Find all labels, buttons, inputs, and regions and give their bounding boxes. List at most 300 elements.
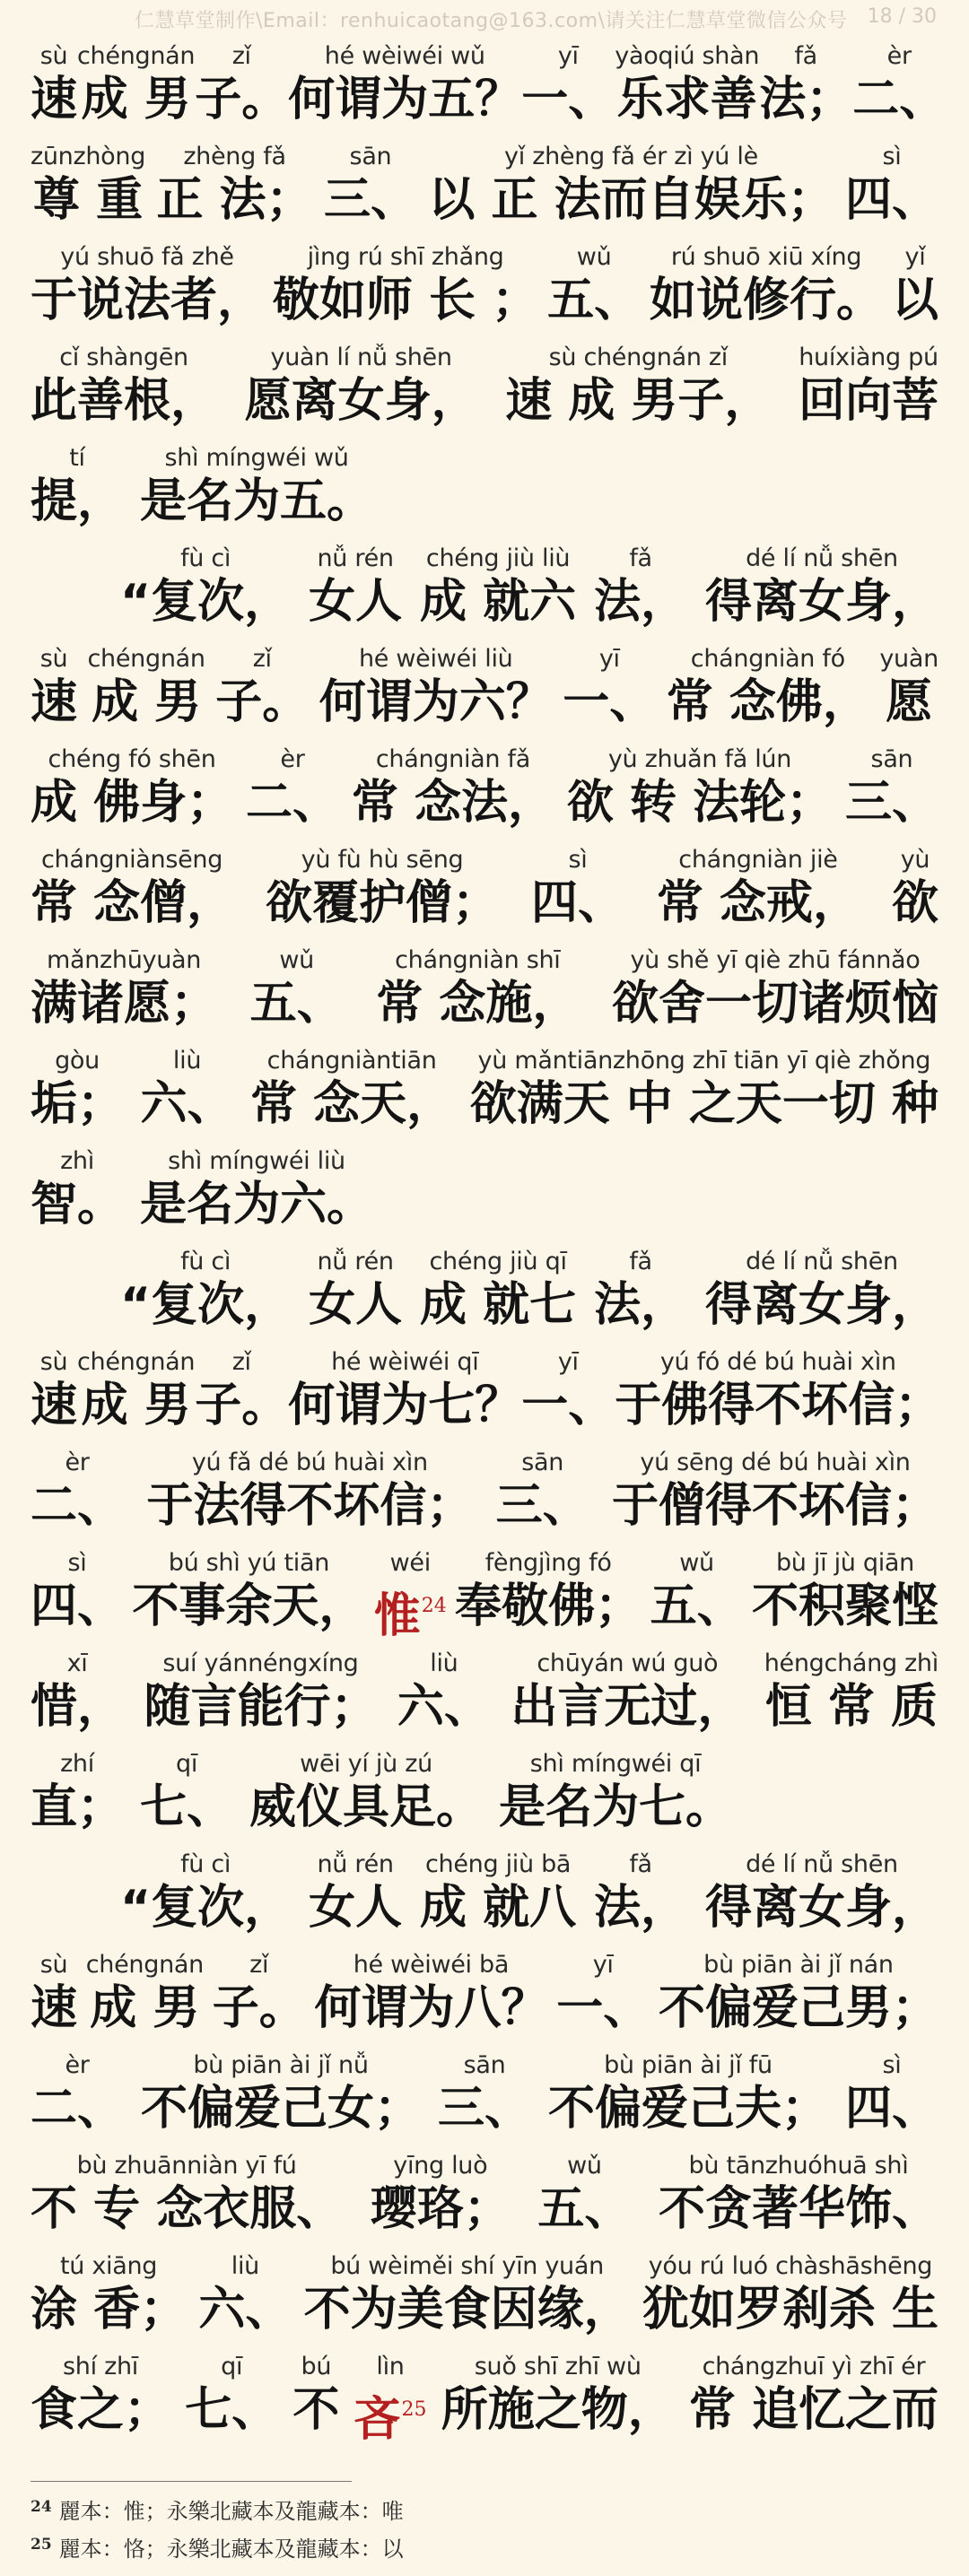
pinyin: chángniàn jiè	[678, 846, 838, 874]
footnote-number: 25	[31, 2536, 52, 2554]
hanzi	[31, 371, 217, 431]
ruby-segment	[144, 1650, 377, 1736]
hanzi	[246, 773, 339, 832]
hanzi	[309, 1275, 402, 1335]
hanzi	[594, 1878, 687, 1937]
ruby-segment	[845, 144, 938, 230]
pinyin: yóu rú luó chàshāshēng	[648, 2252, 933, 2280]
pinyin: sì	[882, 143, 902, 170]
pinyin: chángniàn shī	[395, 946, 561, 974]
hanzi-text: 何谓为八？	[314, 1981, 548, 2035]
pinyin: èr	[280, 745, 305, 773]
page-header	[0, 0, 969, 38]
ruby-segment	[852, 43, 946, 129]
hanzi-text: 何谓为五？	[288, 73, 522, 126]
pinyin: fù cì	[180, 1850, 231, 1878]
hanzi	[438, 2079, 531, 2138]
pinyin: shí zhī	[63, 2353, 138, 2380]
hanzi-text: 成 就八	[420, 1881, 577, 1935]
pinyin: chángniàntiān	[266, 1047, 437, 1075]
pinyin: yù zhuǎn fǎ lún	[607, 745, 792, 773]
ruby-segment	[309, 545, 402, 631]
pinyin: sì	[882, 2051, 902, 2079]
pinyin: chéng jiù qī	[429, 1248, 567, 1275]
ruby-segment	[288, 1349, 521, 1435]
ruby-segment	[373, 1549, 447, 1643]
pinyin: chángniànsēng	[41, 846, 223, 874]
hanzi	[521, 70, 615, 129]
hanzi-text: 尊 重	[32, 173, 144, 227]
ruby-segment	[140, 445, 373, 531]
ruby-segment	[659, 1952, 938, 2038]
hanzi-text: 子。	[215, 675, 310, 729]
pinyin: bù zhuānniàn yī fú	[76, 2152, 297, 2180]
ruby-segment	[31, 2052, 124, 2138]
ruby-segment	[120, 1249, 291, 1335]
hanzi	[667, 673, 869, 732]
hanzi-text: 得离女身，	[704, 1278, 938, 1332]
ruby-segment	[521, 43, 615, 129]
hanzi-text: 一、	[556, 1981, 650, 2035]
hanzi	[659, 2180, 938, 2239]
pinyin: bù piān ài jǐ nǚ	[193, 2051, 369, 2079]
pinyin: sù	[39, 42, 68, 70]
pinyin: èr	[65, 2051, 90, 2079]
hanzi	[288, 70, 521, 129]
ruby-segment	[764, 1650, 938, 1736]
hanzi	[594, 1275, 687, 1335]
hanzi-text: 三、	[495, 1479, 589, 1533]
ruby-segment	[705, 1249, 938, 1335]
ruby-segment	[511, 1650, 744, 1736]
hanzi-text: 提，	[31, 474, 125, 528]
hanzi	[845, 773, 938, 832]
variant-character	[354, 2380, 427, 2447]
ruby-segment	[31, 2153, 343, 2239]
hanzi	[650, 271, 883, 330]
ruby-segment	[31, 2253, 187, 2339]
pinyin: tú xiāng	[59, 2252, 158, 2280]
text-line	[120, 1249, 938, 1335]
ruby-segment	[250, 1048, 453, 1134]
pinyin: hé wèiwéi bā	[353, 1951, 510, 1979]
text-line	[120, 545, 938, 631]
ruby-segment	[642, 2253, 938, 2339]
pinyin: zǐ	[231, 42, 251, 70]
hanzi	[521, 1376, 615, 1435]
hanzi-text: 奉敬佛；	[455, 1580, 642, 1633]
pinyin: yù fù hù sēng	[301, 846, 464, 874]
hanzi-text: 何谓为六？	[319, 675, 553, 729]
hanzi	[548, 2079, 828, 2138]
pinyin: chéng fó shēn	[48, 745, 216, 773]
ruby-segment	[31, 445, 124, 531]
pinyin: chūyán wú guò	[537, 1649, 719, 1677]
pinyin: dé lí nǚ shēn	[746, 1248, 898, 1275]
ruby-segment	[31, 947, 217, 1033]
ruby-segment	[324, 144, 417, 230]
hanzi	[31, 1577, 124, 1636]
hanzi	[195, 70, 288, 129]
ruby-segment	[470, 1048, 938, 1134]
pinyin: wēi yí jù zú	[300, 1750, 432, 1778]
ruby-segment	[354, 2353, 427, 2447]
hanzi-text: 女人	[309, 1881, 403, 1935]
ruby-segment	[314, 1952, 547, 2038]
hanzi-text: 一、	[563, 675, 657, 729]
hanzi	[886, 673, 932, 732]
ruby-segment	[556, 1952, 650, 2038]
hanzi	[556, 1979, 650, 2038]
hanzi-text: 二、	[245, 776, 339, 830]
text-line	[31, 847, 938, 933]
hanzi	[245, 371, 478, 431]
ruby-segment	[505, 344, 771, 431]
text-line	[31, 1048, 938, 1134]
hanzi	[615, 1376, 941, 1435]
pinyin: fù cì	[180, 544, 231, 572]
pinyin: fǎ	[794, 42, 817, 70]
hanzi	[547, 271, 641, 330]
hanzi	[705, 1275, 938, 1335]
hanzi	[324, 170, 417, 230]
hanzi-text: 所施之物，	[441, 2383, 675, 2437]
pinyin: hé wèiwéi wǔ	[324, 42, 485, 70]
hanzi	[617, 70, 757, 129]
pinyin: zǐ	[249, 1951, 269, 1979]
ruby-segment	[397, 1650, 491, 1736]
hanzi-text: 六、	[140, 1077, 234, 1131]
ruby-segment	[705, 1851, 938, 1937]
hanzi	[752, 1577, 938, 1636]
hanzi-text: 四、	[530, 876, 624, 930]
footnote-reference: 25	[401, 2398, 427, 2421]
hanzi-text: 速 成 男子，	[505, 374, 772, 428]
ruby-segment	[250, 947, 344, 1033]
ruby-segment	[752, 1550, 938, 1636]
ruby-segment	[499, 1751, 732, 1837]
pinyin: yù mǎntiānzhōng zhī tiān yī qiè zhǒng	[477, 1047, 931, 1075]
hanzi-text: 三、	[844, 776, 938, 830]
ruby-segment	[195, 1349, 288, 1435]
hanzi	[33, 170, 143, 230]
hanzi-text: 是名为六。	[140, 1178, 374, 1231]
hanzi	[496, 1476, 589, 1536]
hanzi-text: 女人	[309, 1278, 403, 1332]
ruby-segment	[650, 1550, 744, 1636]
ruby-segment	[612, 1449, 938, 1536]
hanzi	[612, 974, 938, 1033]
hanzi	[441, 2380, 675, 2440]
pinyin: chéngnán	[85, 1951, 204, 1979]
hanzi	[537, 2180, 631, 2239]
hanzi-text: 速	[31, 73, 78, 126]
pinyin: rú shuō xiū xíng	[670, 243, 862, 271]
text-line	[31, 42, 947, 129]
pinyin: èr	[65, 1449, 90, 1476]
hanzi	[31, 70, 77, 129]
hanzi	[892, 874, 938, 933]
hanzi-text: 四、	[844, 2082, 938, 2136]
footnote-25	[31, 2531, 404, 2563]
pinyin: nǚ rén	[317, 1248, 394, 1275]
pinyin: sù	[39, 645, 68, 673]
pinyin: yú fó dé bú huài xìn	[659, 1348, 896, 1376]
hanzi-text: 五、	[537, 2182, 632, 2236]
hanzi	[319, 673, 553, 732]
hanzi	[531, 874, 624, 933]
ruby-segment	[547, 244, 641, 330]
hanzi	[266, 874, 499, 933]
pinyin: èr	[886, 42, 912, 70]
hanzi	[657, 874, 860, 933]
hanzi	[705, 1878, 938, 1937]
ruby-segment	[594, 545, 687, 631]
hanzi-text: 三、	[437, 2082, 531, 2136]
hanzi	[31, 271, 264, 330]
ruby-segment	[156, 144, 312, 230]
ruby-segment	[650, 244, 883, 330]
hanzi	[642, 2280, 938, 2339]
pinyin: sì	[568, 846, 588, 874]
ruby-segment	[31, 1650, 124, 1736]
ruby-segment	[612, 947, 938, 1033]
hanzi-text: 敬如师 长 ；	[272, 274, 539, 327]
text-line	[31, 244, 938, 330]
text-line	[31, 2353, 938, 2447]
ruby-segment	[31, 847, 233, 933]
pinyin: yuàn	[879, 645, 938, 673]
pinyin: qī	[221, 2353, 243, 2380]
hanzi	[31, 2180, 343, 2239]
ruby-segment	[371, 2153, 511, 2239]
hanzi	[156, 170, 312, 230]
hanzi-text: 惟	[373, 1589, 421, 1643]
hanzi-text: 五、	[547, 274, 642, 327]
hanzi	[213, 1979, 306, 2038]
hanzi	[511, 1677, 744, 1736]
pinyin: sì	[67, 1549, 87, 1577]
ruby-segment	[120, 545, 291, 631]
hanzi	[141, 2079, 421, 2138]
hanzi	[273, 271, 538, 330]
ruby-segment	[273, 244, 538, 330]
ruby-segment	[120, 1851, 291, 1937]
pinyin: chéngnán	[77, 1348, 196, 1376]
hanzi-text: 是名为七。	[499, 1780, 733, 1834]
ruby-segment	[657, 847, 860, 933]
text-line	[31, 1449, 938, 1536]
pinyin: shì míngwéi wǔ	[164, 444, 349, 472]
hanzi-text: 不 专 念衣服、	[31, 2182, 344, 2236]
ruby-segment	[31, 1952, 77, 2038]
ruby-segment	[185, 2354, 278, 2440]
hanzi	[31, 974, 217, 1033]
hanzi	[505, 371, 771, 431]
footnote-24	[31, 2493, 404, 2525]
hanzi-text: 成 就七	[420, 1278, 577, 1332]
ruby-segment	[31, 144, 145, 230]
hanzi-text: 恒 常 质	[764, 1680, 938, 1734]
text-line	[31, 1549, 938, 1643]
ruby-segment	[86, 1952, 204, 2038]
hanzi	[765, 1677, 938, 1736]
hanzi-text: 五、	[650, 1580, 744, 1633]
hanzi	[650, 1577, 744, 1636]
ruby-segment	[309, 1851, 402, 1937]
variant-character	[373, 1577, 447, 1643]
pinyin: lìn	[376, 2353, 405, 2380]
hanzi-text: 智。	[31, 1178, 125, 1231]
pinyin: yī	[592, 1951, 614, 1979]
hanzi-text: 法；	[759, 73, 853, 126]
pinyin: chéng jiù liù	[425, 544, 571, 572]
pinyin: yù shě yī qiè zhū fánnǎo	[630, 946, 921, 974]
hanzi	[799, 371, 938, 431]
hanzi-text: 是名为五。	[140, 474, 374, 528]
pinyin: wǔ	[679, 1549, 714, 1577]
hanzi-text: 得离女身，	[704, 1881, 938, 1935]
hanzi	[845, 170, 938, 230]
hanzi-text: 于僧得不坏信；	[611, 1479, 938, 1533]
hanzi	[371, 2180, 511, 2239]
hanzi	[215, 673, 309, 732]
ruby-segment	[420, 1851, 576, 1937]
hanzi-text: 六、	[397, 1680, 491, 1734]
hanzi-text: 犹如罗刹杀 生	[642, 2283, 938, 2337]
hanzi-text: 子。	[195, 73, 289, 126]
hanzi	[567, 773, 833, 832]
pinyin: yī	[557, 1348, 579, 1376]
ruby-segment	[594, 1851, 687, 1937]
ruby-segment	[246, 746, 339, 832]
ruby-segment	[304, 2253, 631, 2339]
hanzi	[612, 1476, 938, 1536]
ruby-segment	[31, 1148, 124, 1234]
hanzi-text: 欲满天 中 之天一切 种	[469, 1077, 938, 1131]
ruby-segment	[667, 646, 869, 732]
ruby-segment	[799, 344, 938, 431]
hanzi	[31, 1075, 124, 1134]
hanzi	[92, 673, 201, 732]
pinyin: sān	[463, 2051, 506, 2079]
hanzi-text: 七、	[185, 2383, 279, 2437]
hanzi-text: 三、	[323, 173, 417, 227]
hanzi-text: 不贪著华饰、	[658, 2182, 938, 2236]
hanzi-text: 一、	[521, 1379, 615, 1432]
pinyin: hé wèiwéi liù	[358, 645, 513, 673]
ruby-segment	[615, 43, 759, 129]
hanzi-text: 涂 香；	[31, 2283, 188, 2337]
hanzi-text: 吝	[354, 2393, 401, 2447]
hanzi	[397, 1677, 491, 1736]
ruby-segment	[879, 646, 938, 732]
pinyin: chéng jiù bā	[424, 1850, 572, 1878]
hanzi-text: 一、	[521, 73, 615, 126]
hanzi-text: 常 念佛，	[666, 675, 869, 729]
hanzi	[250, 974, 344, 1033]
pinyin: yǐ zhèng fǎ ér zì yú lè	[504, 143, 758, 170]
footnote-divider	[31, 2481, 352, 2482]
ruby-segment	[759, 43, 852, 129]
hanzi-text: 不为美食因缘，	[303, 2283, 631, 2337]
hanzi-text: 得离女身，	[704, 575, 938, 629]
pinyin: yú shuō fǎ zhě	[60, 243, 234, 271]
ruby-segment	[567, 746, 833, 832]
pinyin: chéngnán	[77, 42, 196, 70]
ruby-segment	[198, 2253, 292, 2339]
ruby-segment	[31, 244, 264, 330]
hanzi-text: 欲覆护僧；	[266, 876, 500, 930]
hanzi-text: 成 男	[81, 73, 191, 126]
hanzi	[314, 1979, 547, 2038]
ruby-segment	[213, 1952, 306, 2038]
hanzi-text: 出言无过，	[511, 1680, 745, 1734]
hanzi-text: 愿离女身，	[244, 374, 478, 428]
hanzi	[31, 2380, 170, 2440]
pinyin: chéngnán	[87, 645, 205, 673]
pinyin: suí yánnéngxíng	[162, 1649, 359, 1677]
hanzi-text: 速	[31, 1379, 78, 1432]
hanzi	[563, 673, 656, 732]
hanzi-text: 璎珞；	[370, 2182, 511, 2236]
hanzi	[852, 70, 946, 129]
pinyin: zhèng fǎ	[183, 143, 286, 170]
hanzi	[31, 1979, 77, 2038]
pinyin: yī	[557, 42, 579, 70]
pinyin: wǔ	[567, 2152, 602, 2180]
hanzi-text: 如说修行。	[650, 274, 884, 327]
ruby-segment	[548, 2052, 828, 2138]
pinyin: sù	[39, 1348, 68, 1376]
hanzi-text: 法，	[594, 575, 688, 629]
text-line	[31, 2153, 938, 2239]
pinyin: yǐ	[904, 243, 926, 271]
ruby-segment	[31, 43, 77, 129]
ruby-segment	[537, 2153, 631, 2239]
ruby-segment	[496, 1449, 589, 1536]
text-line	[31, 1952, 938, 2038]
pinyin: chángzhuī yì zhī ér	[702, 2353, 926, 2380]
pinyin: fǎ	[629, 1248, 652, 1275]
ruby-segment	[892, 847, 938, 933]
footnote-text: 麗本：恪；永樂北藏本及龍藏本：以	[58, 2537, 404, 2562]
hanzi	[420, 1275, 576, 1335]
hanzi	[250, 1075, 453, 1134]
hanzi-text: 六、	[198, 2283, 292, 2337]
hanzi-text: 成 男	[81, 1379, 191, 1432]
hanzi-text: 乐求善	[616, 73, 757, 126]
ruby-segment	[420, 1249, 576, 1335]
hanzi-text: 何谓为七？	[288, 1379, 522, 1432]
pinyin: jìng rú shī zhǎng	[307, 243, 504, 271]
pinyin: shì míngwéi qī	[529, 1750, 702, 1778]
pinyin: wǔ	[279, 946, 314, 974]
ruby-segment	[563, 646, 656, 732]
ruby-segment	[531, 847, 624, 933]
hanzi	[120, 1275, 291, 1335]
pinyin: fǎ	[629, 544, 652, 572]
ruby-segment	[77, 1349, 195, 1435]
ruby-segment	[31, 1349, 77, 1435]
hanzi-text: 成 就六	[420, 575, 577, 629]
hanzi	[352, 773, 554, 832]
hanzi	[140, 472, 373, 531]
ruby-segment	[292, 2354, 339, 2440]
hanzi-text: 欲舍一切诸烦恼	[611, 977, 938, 1031]
hanzi	[31, 1677, 124, 1736]
pinyin: bù piān ài jǐ fū	[604, 2051, 773, 2079]
